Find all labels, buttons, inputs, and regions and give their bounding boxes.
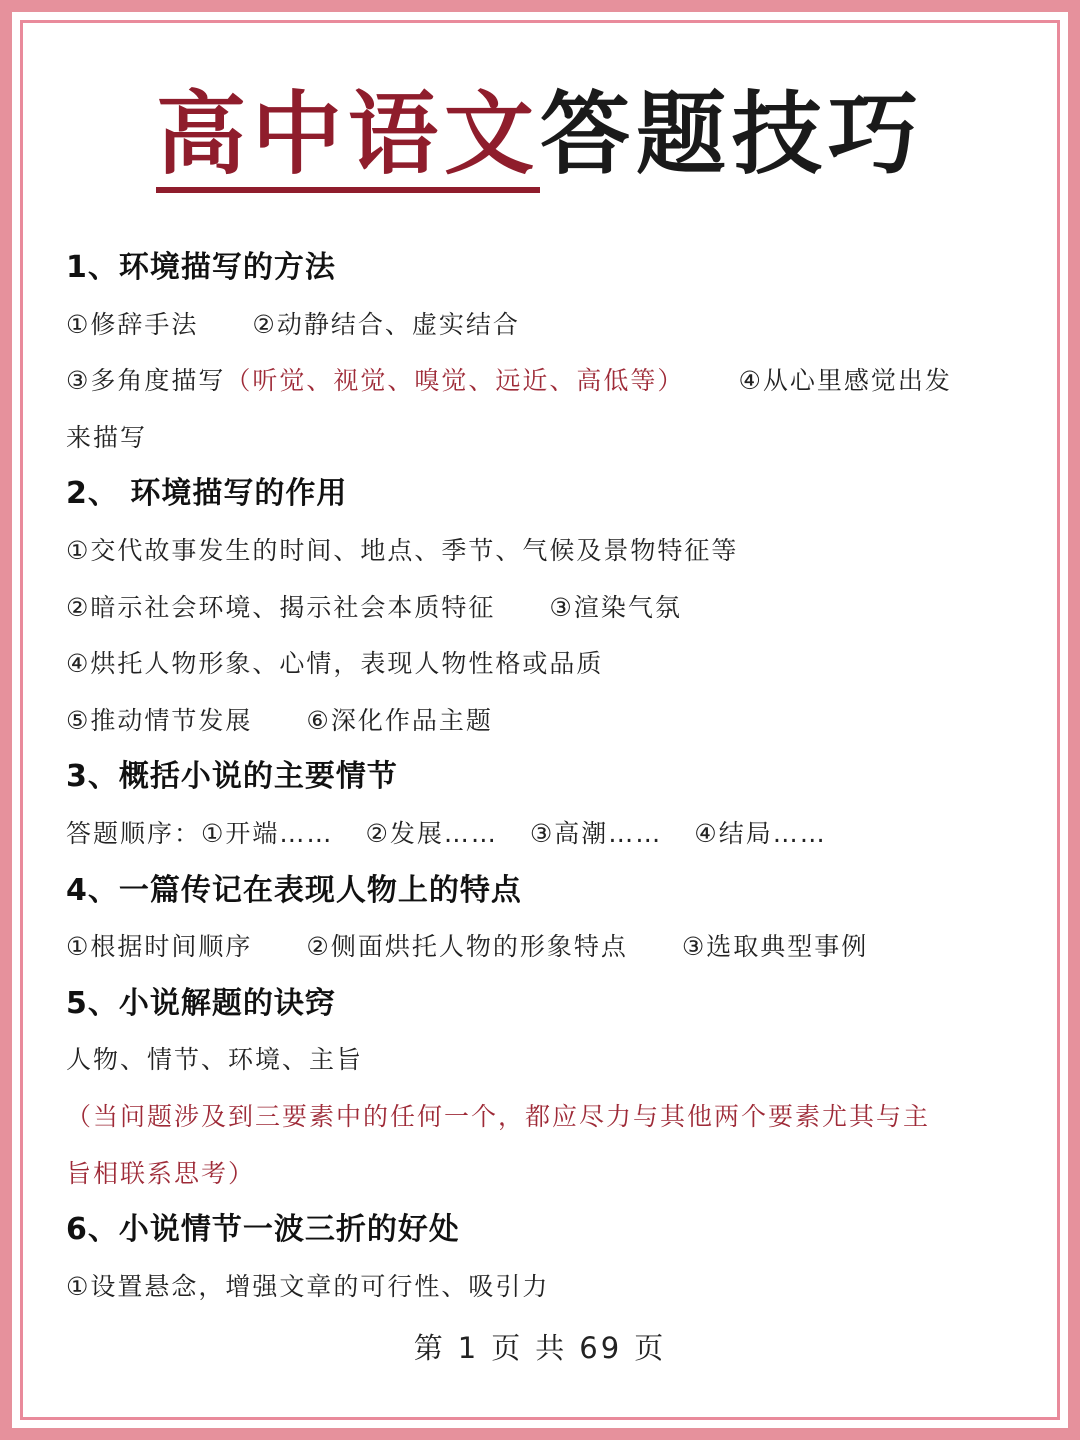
item-ending: ④结局…… — [694, 818, 827, 848]
item-beginning: ①开端…… — [201, 818, 334, 848]
content — [66, 240, 1026, 1315]
item-atmosphere: ③渲染气氛 — [549, 592, 682, 622]
item-feeling: ④从心里感觉出发 — [738, 366, 952, 396]
item-social-env: ②暗示社会环境、揭示社会本质特征 — [66, 592, 496, 622]
item-time-order: ①根据时间顺序 — [66, 932, 253, 962]
section-1-heading: 1、环境描写的方法 — [66, 250, 336, 285]
page-title — [12, 80, 1068, 190]
section-2-line-4 — [66, 693, 1026, 750]
section-5-note-line-2: 旨相联系思考） — [66, 1158, 256, 1188]
section-5-line-1: 人物、情节、环境、主旨 — [66, 1045, 364, 1075]
footer-ye-2: 页 — [634, 1331, 667, 1365]
item-climax: ③高潮…… — [529, 818, 663, 848]
item-theme: ⑥深化作品主题 — [306, 705, 493, 735]
section-3-heading: 3、概括小说的主要情节 — [66, 759, 398, 795]
item-multi-angle: ③多角度描写 — [66, 366, 226, 396]
footer-di: 第 — [413, 1331, 446, 1365]
section-1-line-2 — [66, 353, 1026, 410]
section-5-heading: 5、小说解题的诀窍 — [66, 985, 336, 1021]
section-2-line-2 — [66, 580, 1026, 637]
current-page-number: 1 — [457, 1331, 480, 1365]
footer-ye: 页 — [491, 1331, 524, 1365]
section-2-line-1: ①交代故事发生的时间、地点、季节、气候及景物特征等 — [66, 535, 739, 565]
title-red-part: 高中语文 — [156, 82, 540, 193]
item-development: ②发展…… — [365, 818, 498, 848]
section-3-line-1 — [66, 806, 1026, 863]
section-4-line-1 — [66, 919, 1026, 976]
section-1-line-3: 来描写 — [66, 422, 148, 452]
item-rhetoric: ①修辞手法 — [66, 309, 199, 339]
answer-order-label: 答题顺序： — [66, 818, 202, 848]
item-multi-angle-note: （听觉、视觉、嗅觉、远近、高低等） — [225, 366, 685, 396]
footer-gong: 共 — [535, 1331, 568, 1365]
page — [12, 12, 1068, 1428]
section-2-line-3: ④烘托人物形象、心情，表现人物性格或品质 — [66, 649, 604, 679]
item-typical-examples: ③选取典型事例 — [681, 932, 869, 962]
page-footer — [12, 1326, 1068, 1367]
section-6-heading: 6、小说情节一波三折的好处 — [66, 1212, 460, 1248]
title-black-part: 答题技巧 — [540, 82, 924, 187]
item-dynamic-static: ②动静结合、虚实结合 — [252, 309, 520, 339]
section-6-line-1: ①设置悬念，增强文章的可行性、吸引力 — [66, 1271, 550, 1301]
total-page-count: 69 — [579, 1331, 623, 1365]
item-plot: ⑤推动情节发展 — [66, 705, 253, 735]
section-5-note-line-1: （当问题涉及到三要素中的任何一个，都应尽力与其他两个要素尤其与主 — [66, 1101, 931, 1131]
section-1-line-1 — [66, 297, 1026, 354]
section-4-heading: 4、一篇传记在表现人物上的特点 — [66, 872, 522, 908]
section-2-heading: 2、 环境描写的作用 — [66, 476, 348, 512]
item-side-contrast: ②侧面烘托人物的形象特点 — [306, 932, 628, 962]
